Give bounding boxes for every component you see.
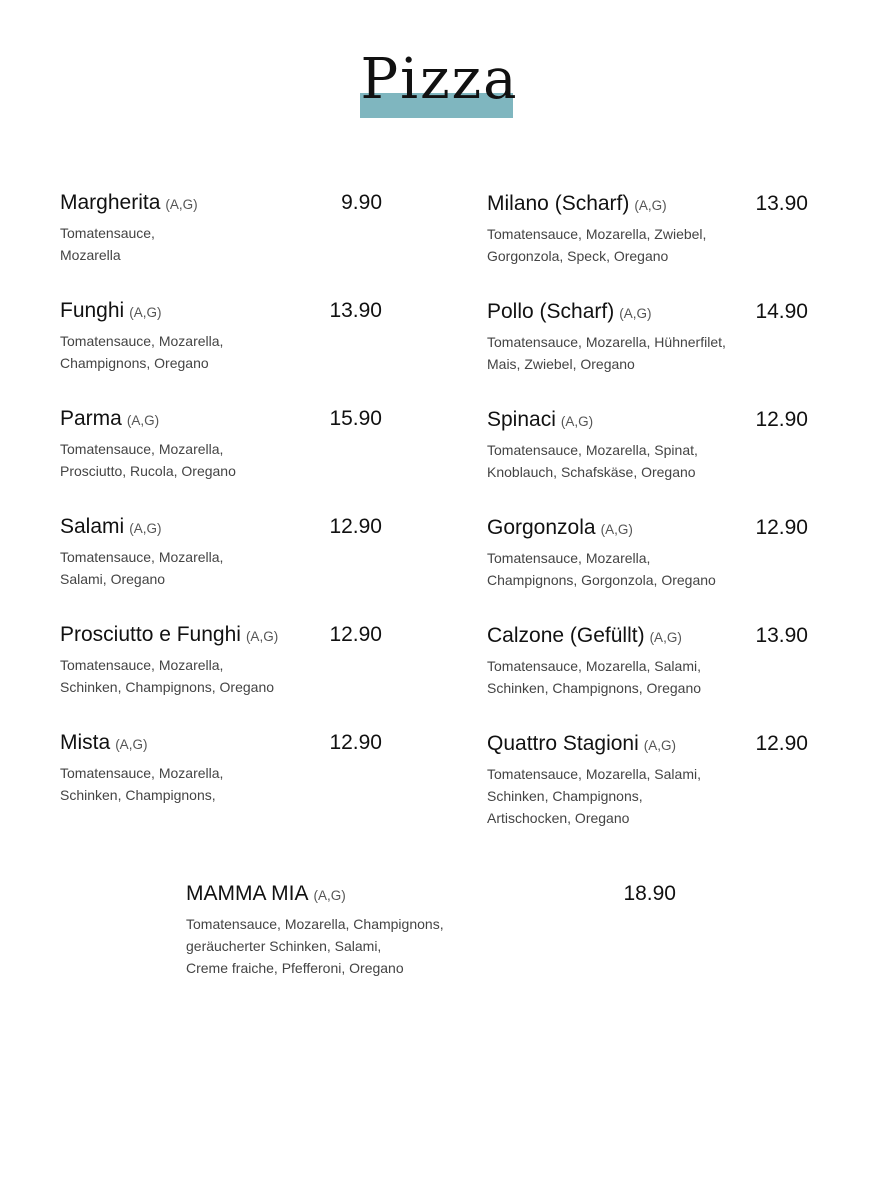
menu-item-allergens: (A,G) (600, 522, 633, 537)
menu-item-parma (60, 406, 382, 482)
menu-item-allergens: (A,G) (560, 414, 594, 429)
menu-item-header (487, 299, 808, 329)
menu-item-price: 14.90 (755, 300, 808, 323)
menu-item-allergens: (A,G) (634, 198, 667, 213)
menu-item-header (60, 622, 382, 652)
title-wrap (0, 48, 873, 112)
menu-item-allergens: (A,G) (313, 888, 346, 903)
menu-item-description: Tomatensauce, Mozarella, Spinat, Knoblauch, Schafskäse, Oregano (487, 442, 698, 480)
menu-item-name: Quattro Stagioni (487, 732, 639, 755)
menu-item-prosciutto-e-funghi (60, 622, 382, 698)
menu-item-gorgonzola (487, 515, 808, 591)
menu-item-price: 12.90 (329, 623, 382, 646)
menu-item-description: Tomatensauce, Mozarella, Salami, Schinken, Champignons, Oregano (487, 658, 702, 696)
menu-item-header (487, 191, 808, 221)
menu-item-price: 15.90 (329, 407, 382, 430)
menu-item-price: 18.90 (623, 882, 676, 905)
menu-item-header (60, 514, 382, 544)
menu-item-description: Tomatensauce, Mozarella, Salami, Schinken, Champignons, Artischocken, Oregano (487, 766, 701, 826)
menu-item-price: 12.90 (329, 731, 382, 754)
menu-item-description: Tomatensauce, Mozarella, Champignons, Gorgonzola, Oregano (487, 550, 716, 588)
menu-item-price: 12.90 (329, 515, 382, 538)
menu-item-description: Tomatensauce, Mozarella, Zwiebel, Gorgonzola, Speck, Oregano (487, 226, 707, 264)
menu-item-pollo (487, 299, 808, 375)
menu-item-description: Tomatensauce, Mozarella, Prosciutto, Rucola, Oregano (60, 441, 236, 479)
menu-item-spinaci (487, 407, 808, 483)
menu-item-salami (60, 514, 382, 590)
menu-item-name: Salami (60, 515, 125, 538)
menu-item-header (487, 731, 808, 761)
menu-item-allergens: (A,G) (649, 630, 682, 645)
menu-item-name: Spinaci (487, 408, 556, 431)
menu-item-mista (60, 730, 382, 806)
menu-item-allergens: (A,G) (115, 737, 148, 752)
menu-item-description: Tomatensauce, Mozarella, Champignons, Oregano (60, 333, 224, 371)
menu-item-funghi (60, 298, 382, 374)
menu-item-price: 13.90 (755, 624, 808, 647)
menu-item-name: Funghi (60, 299, 125, 322)
menu-item-description: Tomatensauce, Mozarella, Schinken, Champignons, (60, 765, 224, 803)
menu-item-margherita (60, 190, 382, 266)
menu-item-header (487, 407, 808, 437)
menu-item-description: Tomatensauce, Mozarella, Champignons, geräucherter Schinken, Salami, Creme fraiche, Pfefferoni, Oregano (186, 916, 444, 976)
menu-item-allergens: (A,G) (129, 521, 162, 536)
menu-item-name: Milano (Scharf) (487, 192, 630, 215)
menu-item-header (60, 298, 382, 328)
menu-item-price: 12.90 (755, 408, 808, 431)
menu-item-price: 13.90 (755, 192, 808, 215)
menu-item-name: Margherita (60, 191, 161, 214)
menu-item-header (60, 406, 382, 436)
menu-item-description: Tomatensauce, Mozarella, Salami, Oregano (60, 549, 224, 587)
menu-item-header (186, 881, 676, 911)
menu-item-allergens: (A,G) (165, 197, 198, 212)
menu-item-name: Gorgonzola (487, 516, 596, 539)
menu-item-description: Tomatensauce, Mozarella, Schinken, Champignons, Oregano (60, 657, 275, 695)
menu-item-price: 12.90 (755, 732, 808, 755)
menu-item-header (487, 623, 808, 653)
menu-item-allergens: (A,G) (126, 413, 160, 428)
menu-item-description: Tomatensauce, Mozarella (60, 225, 155, 263)
menu-item-header (60, 190, 382, 220)
menu-item-price: 12.90 (755, 516, 808, 539)
menu-item-name: Pollo (Scharf) (487, 300, 615, 323)
menu-item-name: Calzone (Gefüllt) (487, 624, 645, 647)
menu-item-name: Mista (60, 731, 111, 754)
page-title: Pizza (360, 47, 519, 112)
menu-item-header (487, 515, 808, 545)
menu-item-allergens: (A,G) (619, 306, 652, 321)
menu-item-mamma-mia (186, 881, 676, 979)
menu-item-allergens: (A,G) (643, 738, 677, 753)
menu-item-header (60, 730, 382, 760)
menu-item-name: MAMMA MIA (186, 882, 309, 905)
menu-item-allergens: (A,G) (245, 629, 279, 644)
menu-item-name: Prosciutto e Funghi (60, 623, 241, 646)
menu-item-price: 13.90 (329, 299, 382, 322)
menu-item-price: 9.90 (341, 191, 382, 214)
menu-item-milano (487, 191, 808, 267)
menu-item-description: Tomatensauce, Mozarella, Hühnerfilet, Mais, Zwiebel, Oregano (487, 334, 726, 372)
menu-item-calzone (487, 623, 808, 699)
menu-item-quattro-stagioni (487, 731, 808, 829)
menu-item-allergens: (A,G) (129, 305, 162, 320)
menu-item-name: Parma (60, 407, 122, 430)
